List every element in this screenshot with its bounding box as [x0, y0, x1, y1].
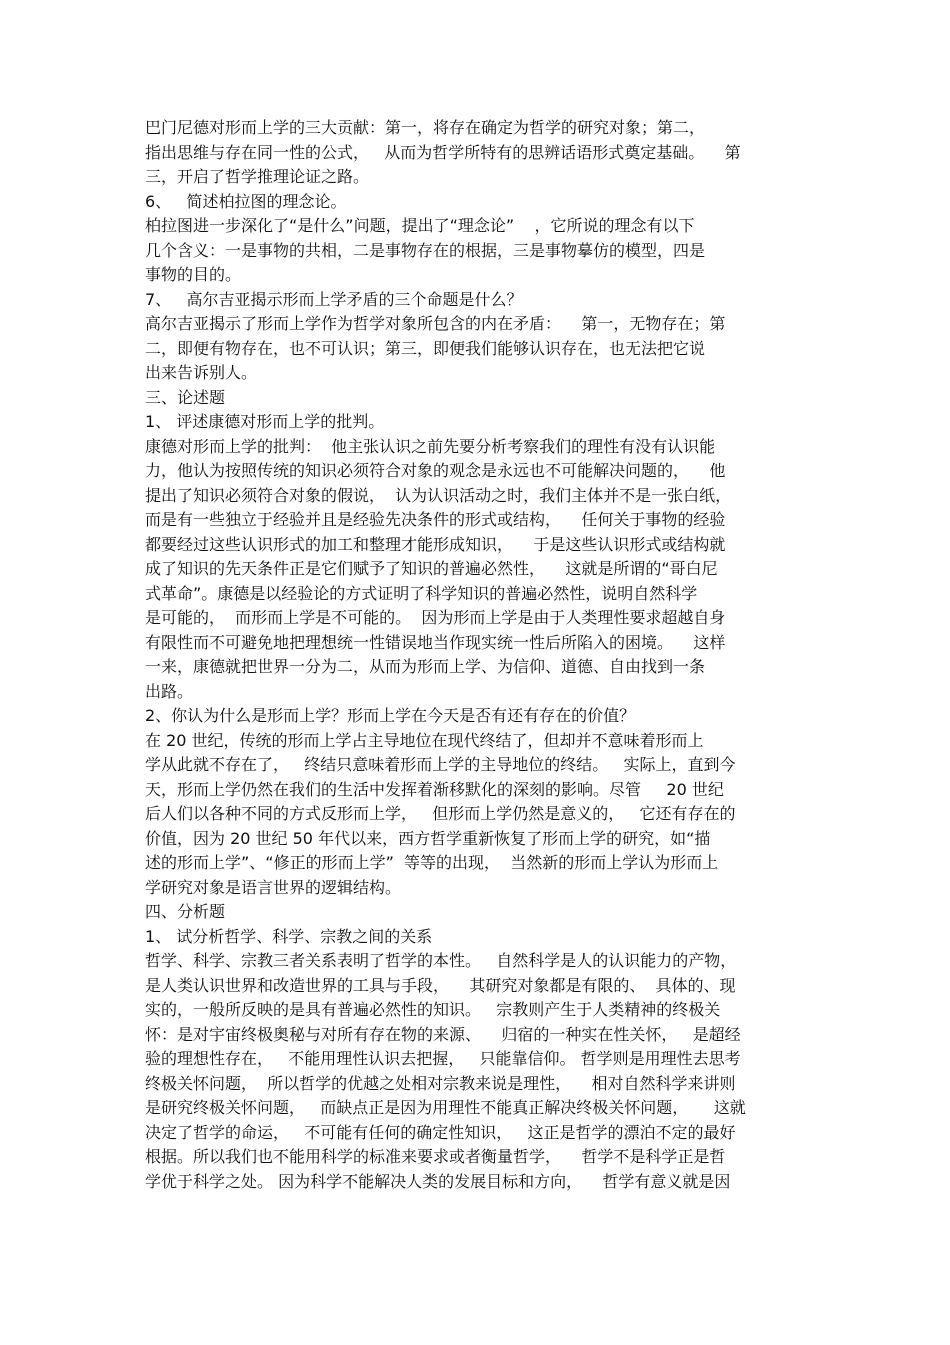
text-line: 价值，因为 20 世纪 50 年代以来，西方哲学重新恢复了形而上学的研究，如“描	[145, 828, 711, 848]
text-line: 出路。	[145, 681, 194, 701]
text-line: 1、 评述康德对形而上学的批判。	[145, 412, 385, 431]
text-line: 而是有一些独立于经验并且是经验先决条件的形式或结构， 任何关于事物的经验	[145, 510, 726, 529]
text-line: 学研究对象是语言世界的逻辑结构。	[145, 877, 402, 897]
document-body	[145, 116, 810, 1194]
text-line: 天，形而上学仍然在我们的生活中发挥着渐移默化的深刻的影响。尽管 20 世纪	[145, 779, 724, 799]
text-line: 是可能的， 而形而上学是不可能的。 因为形而上学是由于人类理性要求超越自身	[145, 608, 726, 627]
text-line: 都要经过这些认识形式的加工和整理才能形成知识， 于是这些认识形式或结构就	[145, 534, 726, 554]
text-line: 是研究终极关怀问题， 而缺点正是因为用理性不能真正解决终极关怀问题， 这就	[145, 1098, 746, 1117]
text-line: 实的，一般所反映的是具有普遍必然性的知识。 宗教则产生于人类精神的终极关	[145, 1000, 721, 1019]
text-line: 在 20 世纪，传统的形而上学占主导地位在现代终结了，但却并不意味着形而上	[145, 730, 704, 750]
text-line: 学优于科学之处。 因为科学不能解决人类的发展目标和方向， 哲学有意义就是因	[145, 1171, 731, 1191]
text-line: 终极关怀问题， 所以哲学的优越之处相对宗教来说是理性， 相对自然科学来讲则	[145, 1073, 736, 1093]
text-line: 学从此就不存在了， 终结只意味着形而上学的主导地位的终结。 实际上，直到今	[145, 755, 736, 774]
text-line: 述的形而上学”、“修正的形而上学” 等等的出现， 当然新的形而上学认为形而上	[145, 853, 719, 872]
text-line: 三、论述题	[145, 387, 226, 407]
text-line: 指出思维与存在同一性的公式， 从而为哲学所特有的思辨话语形式奠定基础。 第	[145, 142, 741, 162]
text-line: 怀：是对宇宙终极奥秘与对所有存在物的来源、 归宿的一种实在性关怀， 是超经	[145, 1024, 741, 1044]
text-line: 提出了知识必须符合对象的假说， 认为认识活动之时，我们主体并不是一张白纸，	[145, 485, 732, 505]
text-line: 2、你认为什么是形而上学？形而上学在今天是否有还有存在的价值？	[145, 706, 636, 725]
text-line: 式革命”。康德是以经验论的方式证明了科学知识的普遍必然性，说明自然科学	[145, 583, 698, 603]
text-line: 6、 简述柏拉图的理念论。	[145, 191, 347, 211]
text-line: 出来告诉别人。	[145, 363, 258, 382]
text-line: 7、 高尔吉亚揭示形而上学矛盾的三个命题是什么？	[145, 289, 523, 309]
text-line: 柏拉图进一步深化了“是什么”问题，提出了“理念论” ，它所说的理念有以下	[145, 216, 695, 235]
text-line: 康德对形而上学的批判： 他主张认识之前先要分析考察我们的理性有没有认识能	[145, 436, 716, 456]
text-line: 力，他认为按照传统的知识必须符合对象的观念是永远也不可能解决问题的， 他	[145, 461, 726, 480]
text-line: 根据。所以我们也不能用科学的标准来要求或者衡量哲学， 哲学不是科学正是哲	[145, 1147, 726, 1166]
text-line: 三，开启了哲学推理论证之路。	[145, 167, 370, 186]
text-line: 巴门尼德对形而上学的三大贡献：第一，将存在确定为哲学的研究对象；第二，	[145, 118, 706, 137]
text-line: 有限性而不可避免地把理想统一性错误地当作现实统一性后所陷入的困境。 这样	[145, 632, 726, 652]
text-line: 哲学、科学、宗教三者关系表明了哲学的本性。 自然科学是人的认识能力的产物，	[145, 951, 737, 970]
text-line: 后人们以各种不同的方式反形而上学， 但形而上学仍然是意义的， 它还有存在的	[145, 804, 736, 823]
text-line: 1、 试分析哲学、科学、宗教之间的关系	[145, 926, 433, 946]
text-line: 四、分析题	[145, 902, 226, 921]
text-line: 决定了哲学的命运， 不可能有任何的确定性知识， 这正是哲学的漂泊不定的最好	[145, 1122, 736, 1142]
text-line: 成了知识的先天条件正是它们赋予了知识的普遍必然性， 这就是所谓的“哥白尼	[145, 559, 718, 578]
text-line: 一来，康德就把世界一分为二，从而为形而上学、为信仰、道德、自由找到一条	[145, 657, 706, 676]
text-line: 二，即便有物存在，也不可认识；第三，即便我们能够认识存在，也无法把它说	[145, 338, 706, 358]
text-line: 高尔吉亚揭示了形而上学作为哲学对象所包含的内在矛盾： 第一，无物存在；第	[145, 314, 726, 333]
text-line: 事物的目的。	[145, 265, 242, 284]
text-line: 几个含义：一是事物的共相，二是事物存在的根据，三是事物摹仿的模型，四是	[145, 240, 706, 260]
text-line: 验的理想性存在， 不能用理性认识去把握， 只能靠信仰。 哲学则是用理性去思考	[145, 1049, 741, 1068]
text-line: 是人类认识世界和改造世界的工具与手段， 其研究对象都是有限的、 具体的、现	[145, 975, 736, 995]
